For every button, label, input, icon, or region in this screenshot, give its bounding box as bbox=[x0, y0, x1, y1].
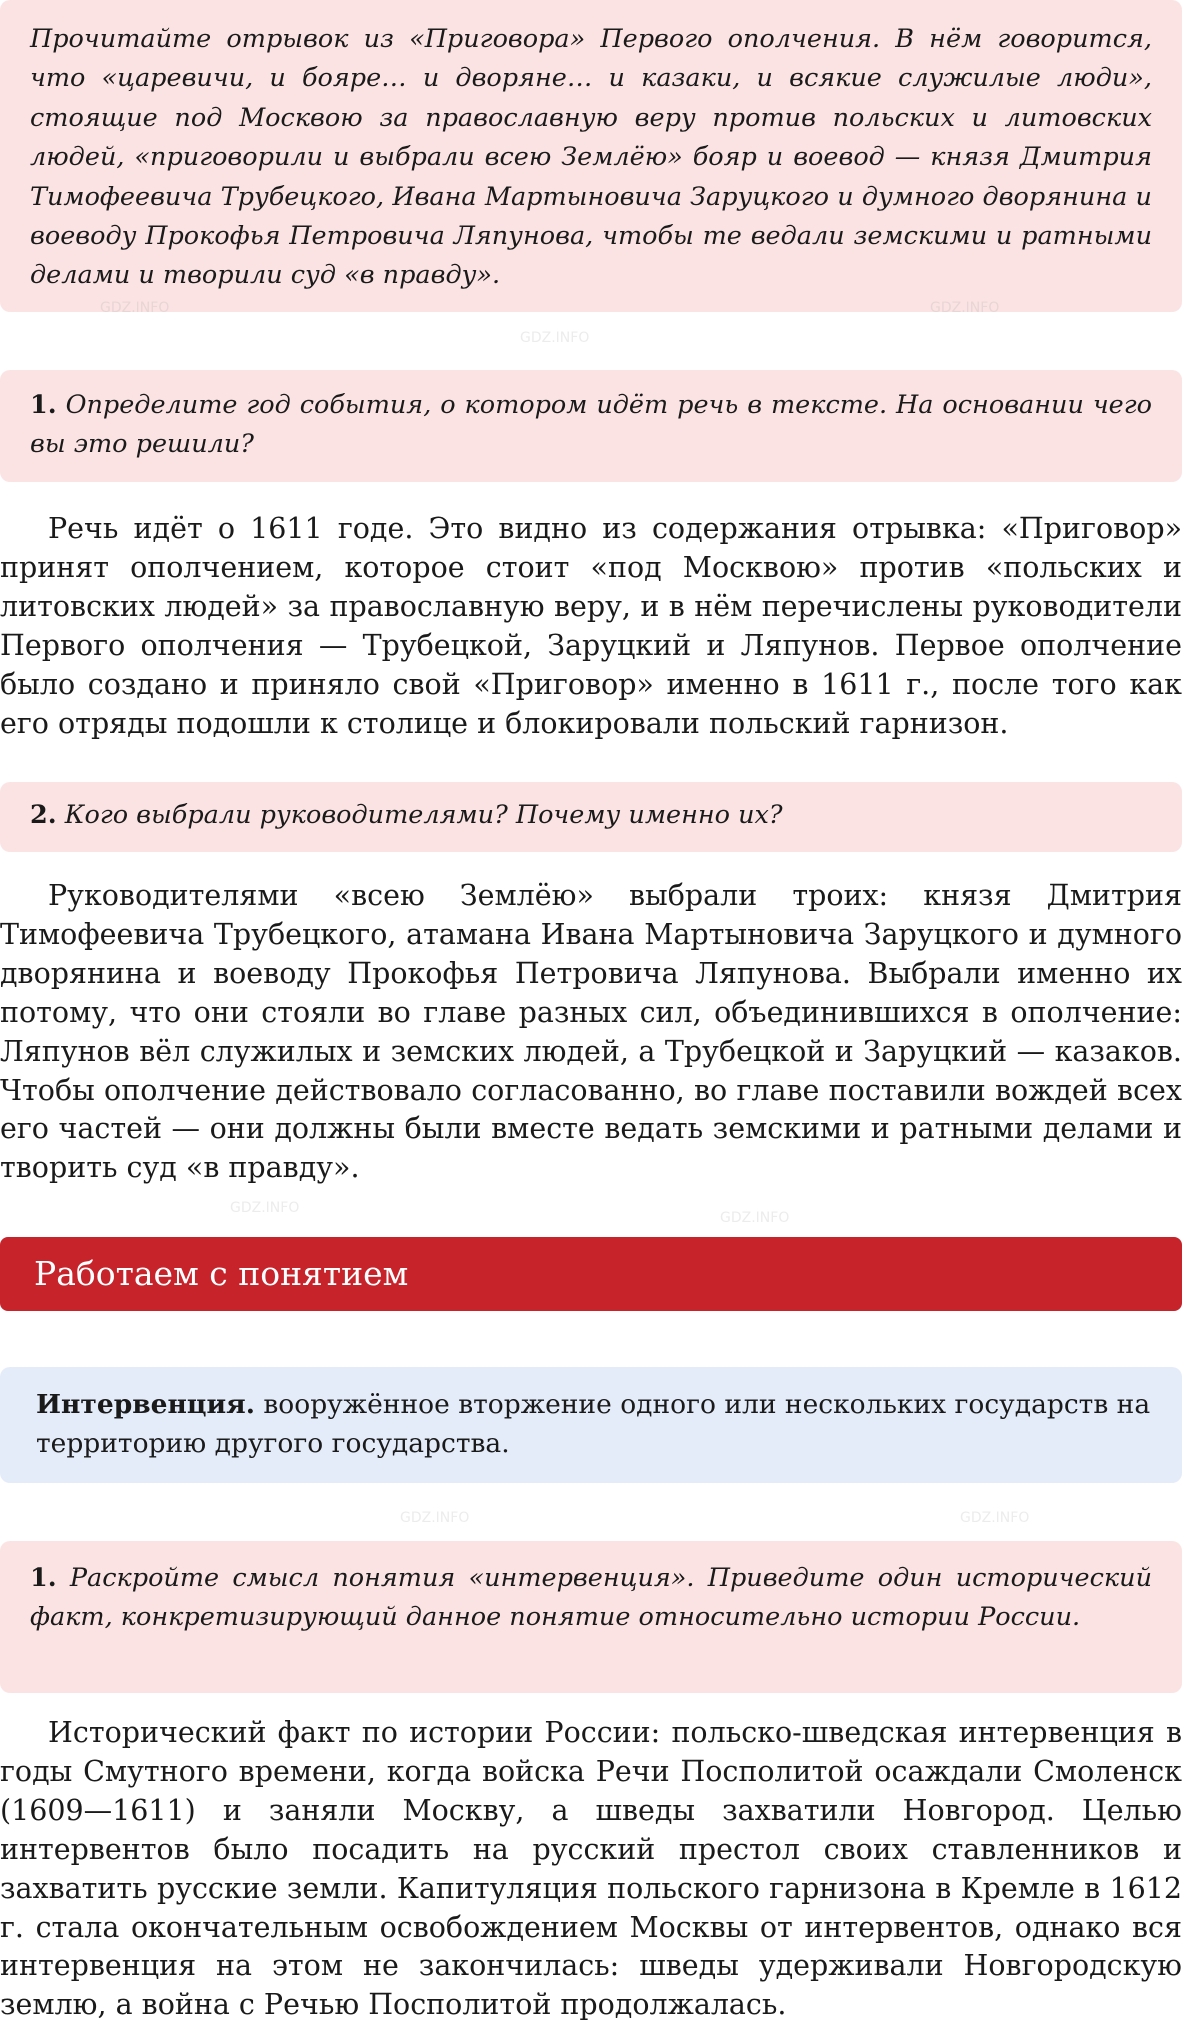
answer-1: Речь идёт о 1611 годе. Это видно из содержания отрывка: «Приговор» принят ополчением, которое стоит «под Москвою» против «польских и литовских людей» за православную веру, и в нём перечислены руководители Первого ополчения — Трубецкой, Заруцкий и Ляпунов. Первое ополчение было создано и приняло свой «Приговор» именно в 1611 г., после того как его отряды подошли к столице и блокировали польский гарнизон. bbox=[0, 512, 1182, 740]
term-box bbox=[0, 1367, 1182, 1483]
term-name: Интервенция. bbox=[36, 1389, 255, 1420]
excerpt-box bbox=[0, 0, 1182, 312]
section-header bbox=[0, 1237, 1182, 1311]
watermark: GDZ.INFO bbox=[400, 1510, 470, 1526]
task-3-question: Раскройте смысл понятия «интервенция». Приведите один исторический факт, конкретизирующий данное понятие относительно истории России. bbox=[30, 1563, 1152, 1633]
task-2-box bbox=[0, 782, 1182, 852]
term-definition bbox=[0, 1385, 1182, 1464]
task-2 bbox=[0, 796, 1182, 835]
task-1-number: 1. bbox=[30, 390, 57, 420]
section-title: Работаем с понятием bbox=[34, 1254, 409, 1293]
answer-3: Исторический факт по истории России: польско-шведская интервенция в годы Смутного времени, когда войска Речи Посполитой осаждали Смоленск (1609—1611) и заняли Москву, а шведы захватили Новгород. Целью интервентов было посадить на русский престол своих ставленников и захватить русские земли. Капитуляция польского гарнизона в Кремле в 1612 г. стала окончательным освобождением Москвы от интервентов, однако вся интервенция на этом не закончилась: шведы удерживали Новгородскую землю, а война с Речью Посполитой продолжалась. bbox=[0, 1716, 1182, 2022]
watermark: GDZ.INFO bbox=[230, 1200, 300, 1216]
term-definition-text: вооружённое вторжение одного или нескольких государств на территорию другого государства. bbox=[36, 1389, 1151, 1460]
watermark: GDZ.INFO bbox=[720, 1210, 790, 1226]
watermark: GDZ.INFO bbox=[960, 1510, 1030, 1526]
answer-2: Руководителями «всею Землёю» выбрали троих: князя Дмитрия Тимофеевича Трубецкого, атамана Ивана Мартыновича Заруцкого и думного дворянина и воеводу Прокофья Петровича Ляпунова. Выбрали именно их потому, что они стояли во главе разных сил, объединившихся в ополчение: Ляпунов вёл служилых и земских людей, а Трубецкой и Заруцкий — казаков. Чтобы ополчение действовало согласованно, во главе поставили вождей всех его частей — они должны были вместе ведать земскими и ратными делами и творить суд «в правду». bbox=[0, 879, 1182, 1185]
watermark: GDZ.INFO bbox=[520, 330, 590, 346]
task-2-question: Кого выбрали руководителями? Почему именно их? bbox=[64, 800, 783, 830]
excerpt-text: Прочитайте отрывок из «Приговора» Первого ополчения. В нём говорится, что «царевичи, и бояре… и дворяне… и казаки, и всякие служилые люди», стоящие под Москвою за православную веру против польских и литовских людей, «приговорили и выбрали всею Землёю» бояр и воевод — князя Дмитрия Тимофеевича Трубецкого, Ивана Мартыновича Заруцкого и думного дворянина и воеводу Прокофья Петровича Ляпунова, чтобы те ведали земскими и ратными делами и творили суд «в правду». bbox=[30, 24, 1152, 291]
task-2-number: 2. bbox=[30, 800, 57, 830]
task-3 bbox=[0, 1559, 1182, 1638]
task-3-box bbox=[0, 1541, 1182, 1693]
task-1-box bbox=[0, 370, 1182, 482]
task-3-number: 1. bbox=[30, 1563, 57, 1593]
task-1 bbox=[0, 386, 1182, 465]
task-1-question: Определите год события, о котором идёт речь в тексте. На основании чего вы это решили? bbox=[30, 390, 1153, 460]
